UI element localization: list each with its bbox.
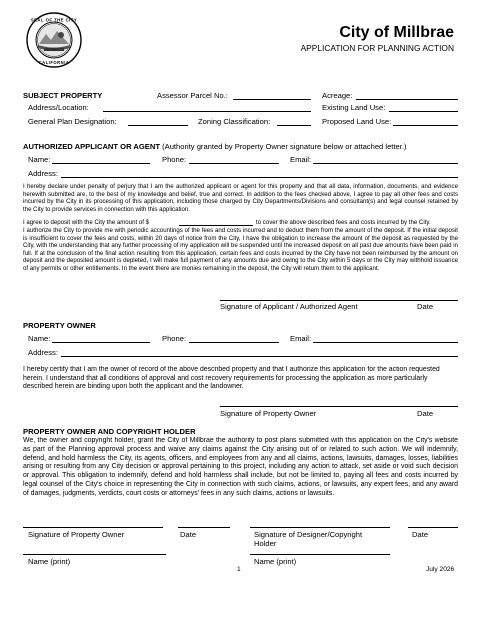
copyright-date-label-2: Date bbox=[412, 530, 429, 539]
assessor-parcel-label: Assessor Parcel No.: bbox=[157, 91, 228, 100]
zoning-classification-field[interactable] bbox=[277, 125, 311, 126]
acreage-label: Acreage: bbox=[322, 91, 353, 100]
zoning-classification-label: Zoning Classification: bbox=[198, 117, 271, 126]
owner-date-label: Date bbox=[417, 409, 434, 418]
applicant-address-label: Address: bbox=[28, 169, 58, 178]
owner-signature-label: Signature of Property Owner bbox=[220, 409, 317, 418]
applicant-phone-label: Phone: bbox=[162, 155, 187, 164]
applicant-name-field[interactable] bbox=[52, 163, 150, 164]
svg-text:SEAL OF THE CITY: SEAL OF THE CITY bbox=[30, 17, 78, 23]
applicant-signature-label: Signature of Applicant / Authorized Agent bbox=[220, 302, 358, 311]
deposit-prefix: I agree to deposit with the City the amount of $ bbox=[23, 219, 150, 226]
applicant-address-field[interactable] bbox=[61, 177, 458, 178]
copyright-heading: PROPERTY OWNER AND COPYRIGHT HOLDER bbox=[23, 427, 196, 436]
applicant-email-label: Email: bbox=[290, 155, 312, 164]
name-print-label-1: Name (print) bbox=[28, 557, 71, 566]
applicant-name-label: Name: bbox=[28, 155, 51, 164]
name-print-label-2: Name (print) bbox=[254, 557, 297, 566]
applicant-signature-line[interactable] bbox=[220, 300, 458, 301]
applicant-declaration: I hereby declare under penalty of perjury that I am the authorized applicant or agent for this property and that all data, information, documents, and evidence herewith submitted are, to the best of my knowledge and belief, true and correct. In addition to the fees checked above, I agree to pay all other fees and costs incurred by the City in its processing of this application, including those charged by City Departments/Divisions and consultant(s) and legal counsel retained by the City to provide services in connection with this application. bbox=[23, 183, 458, 213]
property-owner-heading: PROPERTY OWNER bbox=[23, 321, 96, 330]
copyright-owner-signature-line[interactable] bbox=[23, 527, 163, 528]
designer-signature-label: Signature of Designer/Copyright bbox=[254, 530, 363, 539]
owner-email-field[interactable] bbox=[313, 342, 458, 343]
existing-land-use-field[interactable] bbox=[389, 111, 458, 112]
acreage-field[interactable] bbox=[356, 99, 458, 100]
applicant-heading-row bbox=[23, 142, 406, 151]
general-plan-field[interactable] bbox=[128, 125, 188, 126]
copyright-date-line-1[interactable] bbox=[178, 527, 230, 528]
page-number: 1 bbox=[237, 566, 241, 573]
proposed-land-use-label: Proposed Land Use: bbox=[322, 117, 392, 126]
copyright-terms: We, the owner and copyright holder, grant the City of Millbrae the authority to post plans submitted with this application on the City's website as part of the Planning approval process and waive any claims against the City arising out of or related to such action. We will indemnify, defend, and hold harmless the City, its agents, officers, and employees from any and all claims, actions, lawsuits, damages, losses, liabilities arising or resulting from any City decision or approval pertaining to this project, including any action to attack, set aside or void such decision or approval. This obligation to indemnify, defend and hold harmless shall include, but not be limited to, paying all fees and costs incurred by legal counsel of the City's choice in representing the City in connection with such claims, actions, or lawsuits, any expert fees, and any award of damages, judgments, verdicts, court costs or attorneys' fees in any such claims, actions or lawsuits. bbox=[23, 437, 458, 497]
applicant-email-field[interactable] bbox=[313, 163, 458, 164]
designer-signature-line[interactable] bbox=[250, 527, 390, 528]
subject-property-heading: SUBJECT PROPERTY bbox=[23, 91, 103, 100]
owner-phone-label: Phone: bbox=[162, 334, 187, 343]
owner-signature-line[interactable] bbox=[220, 406, 458, 407]
address-location-field[interactable] bbox=[103, 111, 311, 112]
assessor-parcel-field[interactable] bbox=[233, 99, 311, 100]
applicant-heading-note: (Authority granted by Property Owner signature below or attached letter.) bbox=[162, 142, 407, 151]
copyright-date-label-1: Date bbox=[180, 530, 197, 539]
name-print-line-2[interactable] bbox=[250, 554, 390, 555]
deposit-amount-field[interactable] bbox=[179, 225, 253, 226]
name-print-line-1[interactable] bbox=[23, 554, 166, 555]
svg-text:CALIFORNIA: CALIFORNIA bbox=[38, 60, 70, 65]
copyright-owner-signature-label: Signature of Property Owner bbox=[28, 530, 125, 539]
revision-date: July 2026 bbox=[426, 566, 455, 573]
owner-name-label: Name: bbox=[28, 334, 51, 343]
owner-phone-field[interactable] bbox=[189, 342, 279, 343]
owner-address-label: Address: bbox=[28, 348, 58, 357]
owner-certification: I hereby certify that I am the owner of record of the above described property and that I authorize this application for the action requested herein. I understand that all conditions of approval and cost recovery requirements for processing the application as more particularly described herein are binding upon both the applicant and the landowner. bbox=[23, 366, 440, 391]
address-location-label: Address/Location: bbox=[28, 103, 89, 112]
applicant-heading: AUTHORIZED APPLICANT OR AGENT bbox=[23, 142, 160, 151]
applicant-phone-field[interactable] bbox=[189, 163, 279, 164]
city-title: City of Millbrae bbox=[339, 24, 454, 41]
existing-land-use-label: Existing Land Use: bbox=[322, 103, 386, 112]
city-seal-logo bbox=[26, 12, 82, 68]
owner-name-field[interactable] bbox=[52, 342, 150, 343]
owner-address-field[interactable] bbox=[61, 356, 458, 357]
general-plan-label: General Plan Designation: bbox=[28, 117, 117, 126]
form-title: APPLICATION FOR PLANNING ACTION bbox=[300, 43, 454, 53]
deposit-suffix: to cover the above described fees and costs incurred by the City. bbox=[256, 219, 431, 226]
designer-signature-label-2: Holder bbox=[254, 539, 277, 548]
owner-email-label: Email: bbox=[290, 334, 312, 343]
copyright-date-line-2[interactable] bbox=[408, 527, 458, 528]
proposed-land-use-field[interactable] bbox=[393, 125, 458, 126]
applicant-date-label: Date bbox=[417, 302, 434, 311]
deposit-terms: I authorize the City to provide me with periodic accountings of the fees and costs incurred and to deduct them from the amount of the deposit. If the initial deposit is insufficient to cover the fees and costs, within 20 days of notice from the City, I have the obligation to increase the amount of the deposit as requested by the City, with the understanding that any further processing of my application will be suspended until the increased deposit on all past due amounts have been paid in full. If at the conclusion of the final action resulting from this application, certain fees and costs incurred by the City have not been reimbursed by the amount on deposit and the deposited amount is depleted, I will make full payment of any amounts due and owing to the City within 5 days or the City may withhold issuance of any permits or other entitlements. In the event there are monies remaining in the deposit, the City will return them to the applicant. bbox=[23, 227, 458, 272]
